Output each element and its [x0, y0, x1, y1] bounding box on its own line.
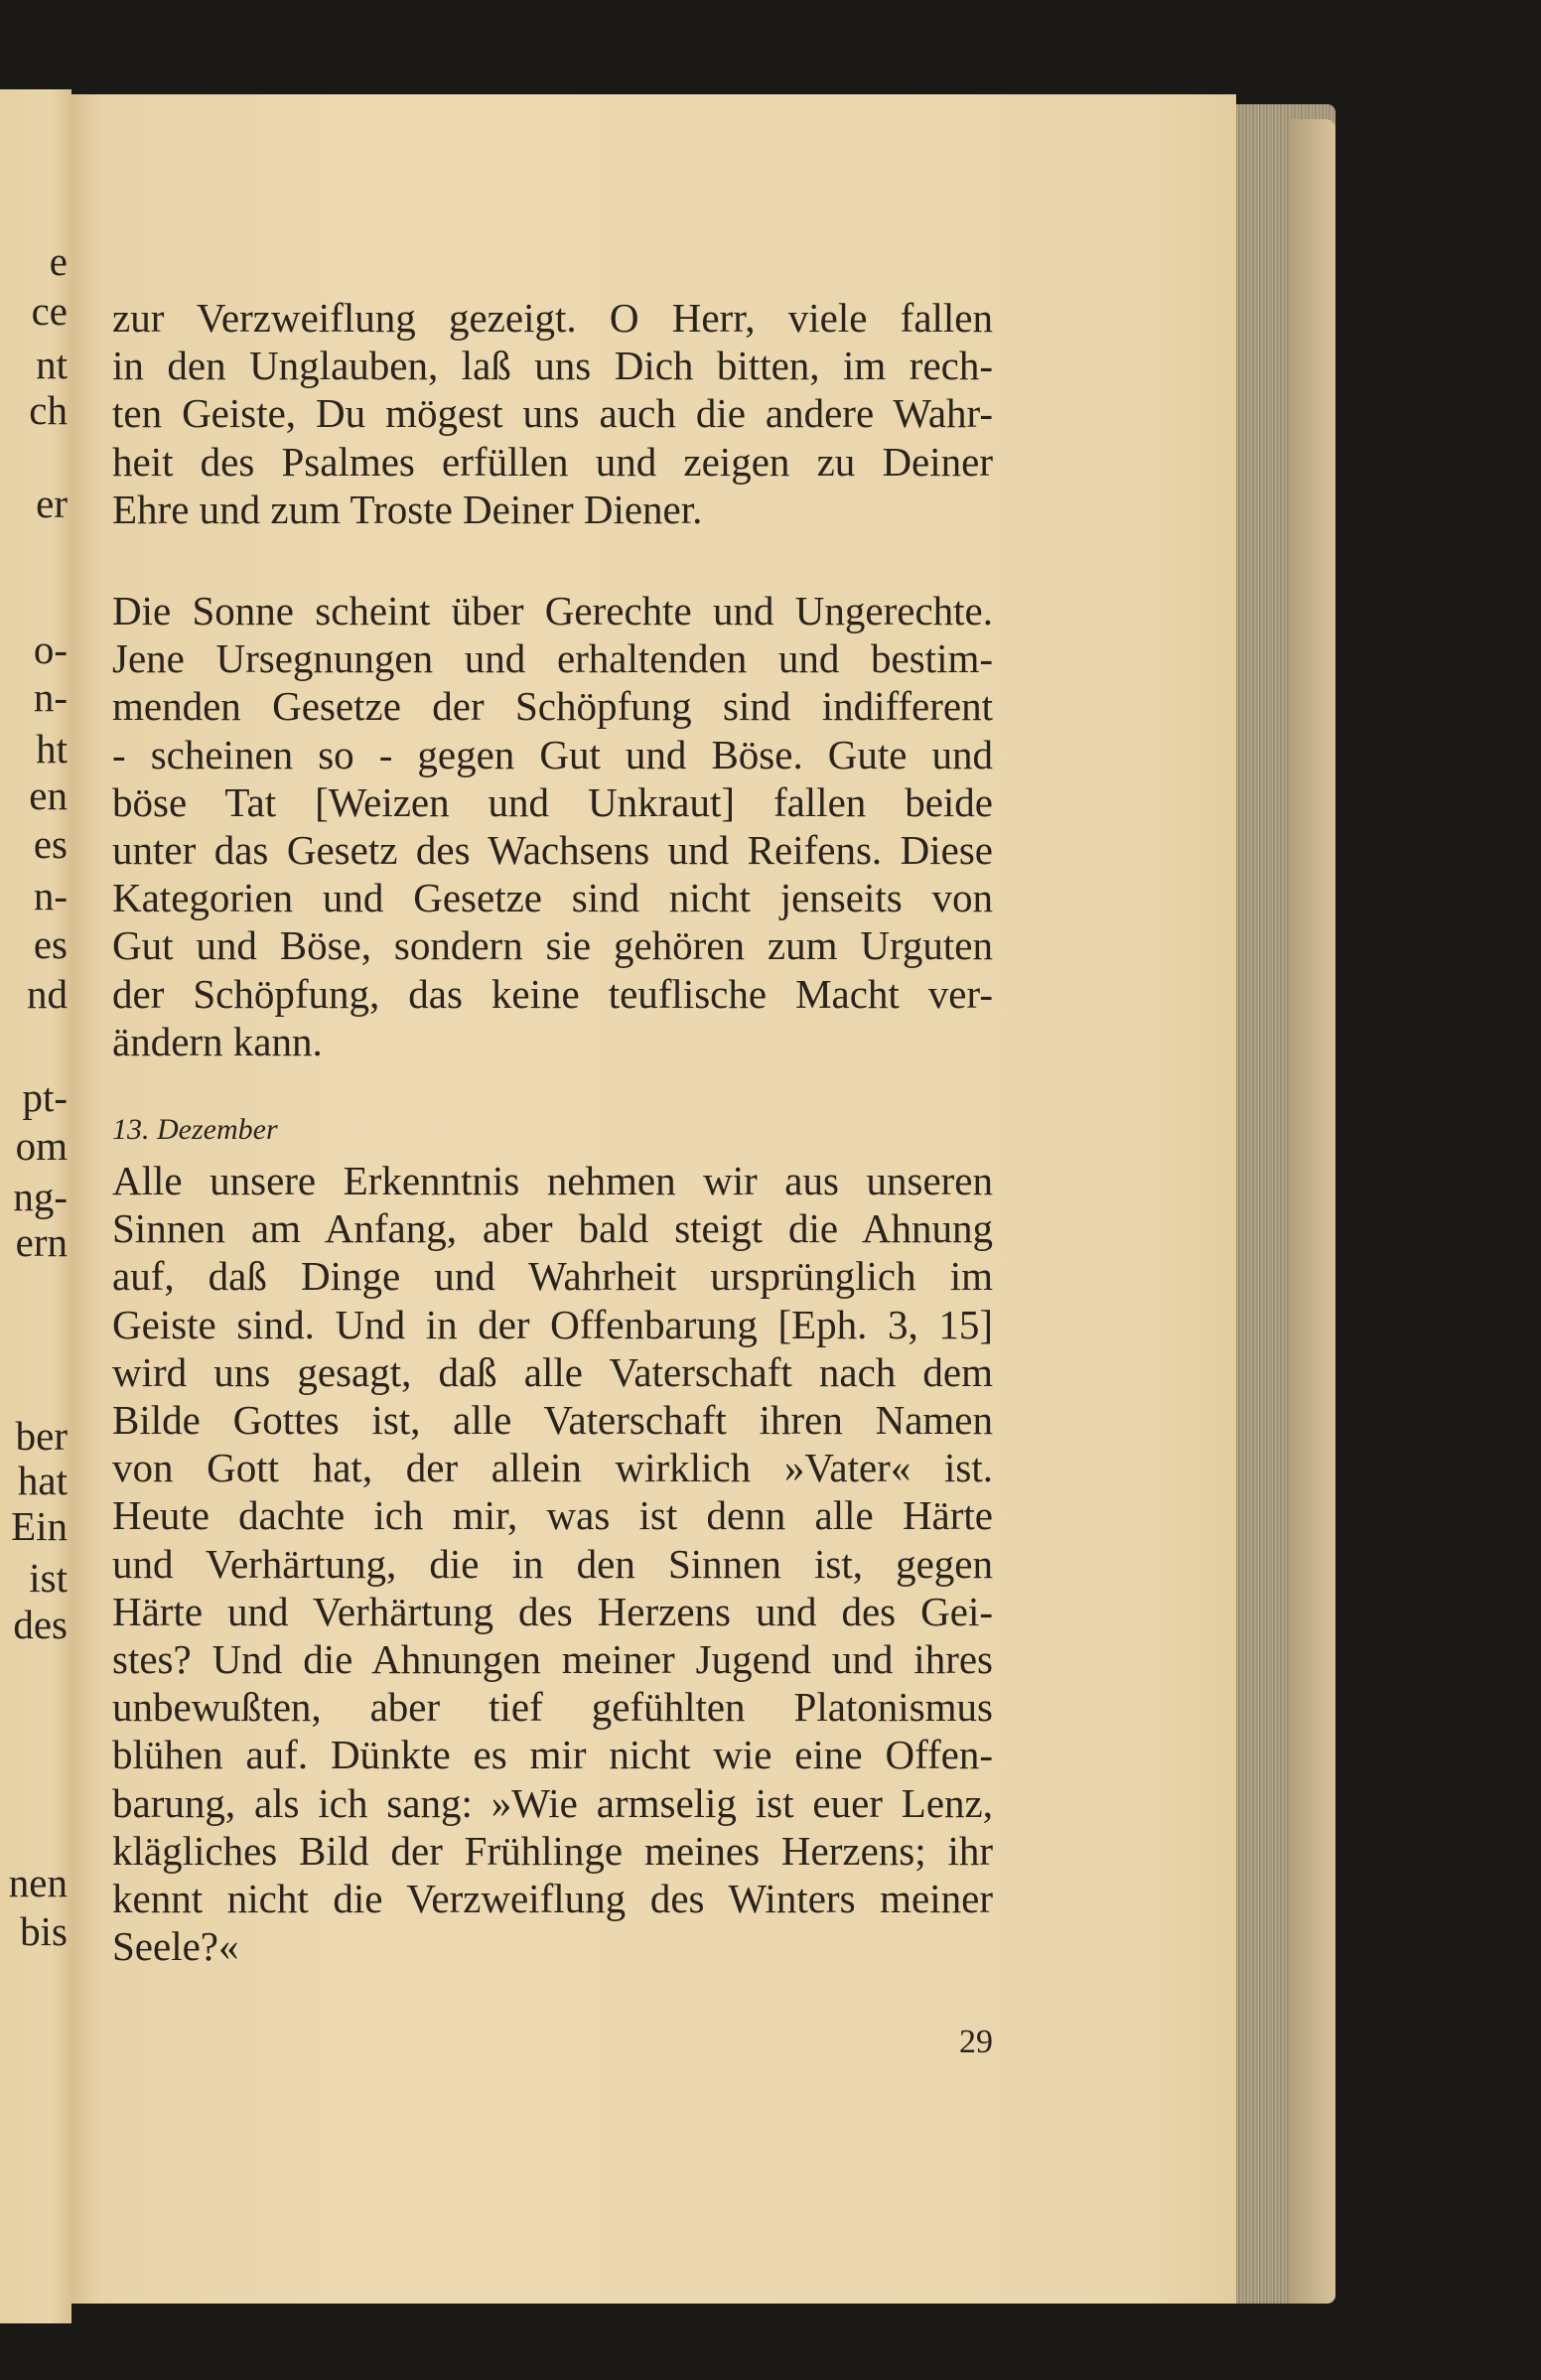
text-line: Alle unsere Erkenntnis nehmen wir aus unseren	[112, 1158, 993, 1203]
left-page-fragment: nt	[36, 342, 68, 387]
left-page-fragment: n-	[33, 674, 68, 720]
text-line: - scheinen so - gegen Gut und Böse. Gute und	[112, 731, 993, 777]
text-line: heit des Psalmes erfüllen und zeigen zu Deiner	[112, 438, 993, 485]
left-page-fragment: Ein	[11, 1503, 68, 1549]
page-number: 29	[959, 2024, 993, 2060]
text-line: unbewußten, aber tief gefühlten Platonismus	[112, 1684, 993, 1731]
text-line: wird uns gesagt, daß alle Vaterschaft nach dem	[112, 1348, 993, 1395]
left-page-fragment: ht	[36, 726, 68, 771]
left-page-fragment: es	[33, 821, 68, 867]
text-line: kennt nicht die Verzweiflung des Winters meiner	[112, 1876, 993, 1921]
left-page-fragment: n-	[33, 873, 68, 918]
text-line: böse Tat [Weizen und Unkraut] fallen beide	[112, 778, 993, 825]
text-line: Sinnen am Anfang, aber bald steigt die Ahnung	[112, 1205, 993, 1252]
text-line: stes? Und die Ahnungen meiner Jugend und ihres	[112, 1636, 993, 1682]
left-page-fragment: e	[49, 238, 68, 284]
text-line: von Gott hat, der allein wirklich »Vater« ist.	[112, 1445, 993, 1491]
text-line: Seele?«	[112, 1923, 239, 1970]
text-line: Jene Ursegnungen und erhaltenden und bestim-	[112, 635, 993, 682]
text-line: und Verhärtung, die in den Sinnen ist, gegen	[112, 1540, 993, 1587]
left-page-fragment: nd	[27, 971, 68, 1017]
left-page-fragment: o-	[33, 627, 68, 672]
text-line: Ehre und zum Troste Deiner Diener.	[112, 486, 703, 532]
left-page-fragment: bis	[20, 1908, 68, 1954]
left-page-fragment: ist	[29, 1555, 68, 1601]
left-page-fragment: nen	[8, 1860, 68, 1905]
text-line: auf, daß Dinge und Wahrheit ursprünglich im	[112, 1253, 993, 1300]
text-line: ändern kann.	[112, 1018, 323, 1064]
text-line: in den Unglauben, laß uns Dich bitten, im rech-	[112, 343, 993, 389]
text-line: blühen auf. Dünkte es mir nicht wie eine Offen-	[112, 1732, 993, 1778]
text-line: Gut und Böse, sondern sie gehören zum Urguten	[112, 922, 993, 969]
left-page-fragment: om	[15, 1123, 68, 1169]
left-page-fragment: ern	[15, 1219, 68, 1265]
text-line: Härte und Verhärtung des Herzens und des Gei-	[112, 1588, 993, 1634]
text-line: Heute dachte ich mir, was ist denn alle Härte	[112, 1492, 993, 1539]
text-line: Geiste sind. Und in der Offenbarung [Eph. 3, 15]	[112, 1301, 993, 1347]
text-line: menden Gesetze der Schöpfung sind indifferent	[112, 683, 993, 730]
text-line: klägliches Bild der Frühlinge meines Herzens; ihr	[112, 1827, 993, 1874]
left-page-fragment: hat	[17, 1458, 68, 1503]
left-page-fragment: en	[29, 772, 68, 818]
section-heading-date: 13. Dezember	[112, 1113, 278, 1146]
left-page-fragment: ber	[15, 1413, 68, 1459]
left-page-fragment: er	[36, 481, 68, 526]
text-line: zur Verzweiflung gezeigt. O Herr, viele fallen	[112, 295, 993, 341]
text-line: ten Geiste, Du mögest uns auch die andere Wahr-	[112, 390, 993, 437]
left-page-fragment: es	[33, 921, 68, 967]
text-line: barung, als ich sang: »Wie armselig ist euer Lenz,	[112, 1779, 993, 1826]
text-line: Die Sonne scheint über Gerechte und Ungerechte.	[112, 588, 993, 633]
left-page-fragment: des	[13, 1602, 68, 1647]
left-page-fragment: ng-	[13, 1174, 68, 1219]
text-line: Bilde Gottes ist, alle Vaterschaft ihren Namen	[112, 1397, 993, 1443]
left-page-fragment: pt-	[22, 1074, 68, 1120]
text-line: unter das Gesetz des Wachsens und Reifens. Diese	[112, 827, 993, 873]
left-page-fragment: ce	[31, 288, 68, 334]
left-page-fragment: ch	[29, 387, 68, 433]
text-line: Kategorien und Gesetze sind nicht jenseits von	[112, 875, 993, 921]
text-line: der Schöpfung, das keine teuflische Macht ver-	[112, 970, 993, 1017]
